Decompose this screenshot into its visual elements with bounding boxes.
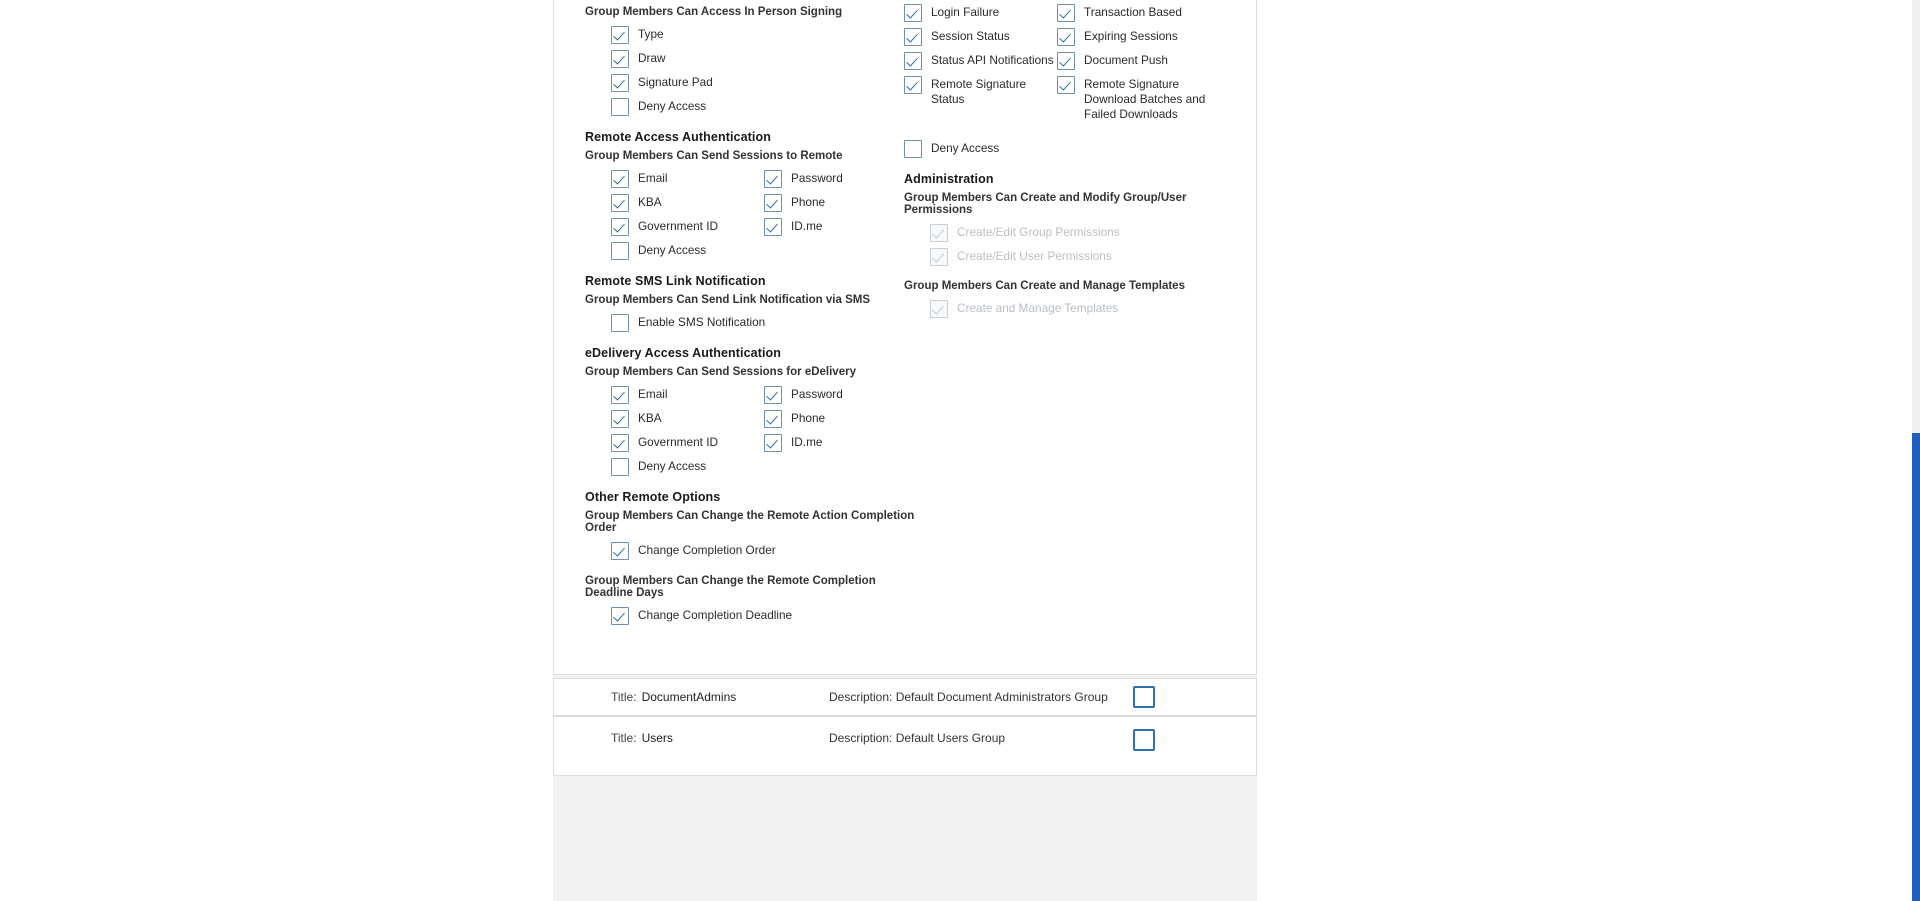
- row-in-person-deny-access[interactable]: [585, 98, 915, 116]
- checkbox-report-login-failure[interactable]: [904, 4, 922, 22]
- row-reports-session-status-expiring[interactable]: [904, 28, 1244, 46]
- checkbox-type[interactable]: [611, 26, 629, 44]
- row-edelivery-deny-access[interactable]: [585, 458, 915, 476]
- row-reports-login-failure-transaction[interactable]: [904, 4, 1244, 22]
- checkbox-change-completion-order[interactable]: [611, 542, 629, 560]
- label-edelivery-email: Email: [638, 387, 668, 401]
- section-title-edelivery: eDelivery Access Authentication: [585, 346, 781, 360]
- label-type: Type: [638, 27, 664, 41]
- checkbox-reports-deny-access[interactable]: [904, 140, 922, 158]
- row-reports-deny-access[interactable]: [904, 140, 1244, 158]
- group-title-label-users: Title:: [611, 731, 637, 745]
- label-create-edit-group-permissions: Create/Edit Group Permissions: [957, 225, 1120, 239]
- section-reports: [904, 0, 1244, 158]
- checkbox-remote-auth-password[interactable]: [764, 170, 782, 188]
- label-remote-auth-phone: Phone: [791, 195, 826, 209]
- label-create-edit-user-permissions: Create/Edit User Permissions: [957, 249, 1112, 263]
- checkbox-remote-auth-email[interactable]: [611, 170, 629, 188]
- checkbox-create-and-manage-templates: [930, 300, 948, 318]
- checkbox-remote-auth-phone[interactable]: [764, 194, 782, 212]
- group-select-box-users[interactable]: [1133, 729, 1155, 751]
- row-remote-auth-kba-phone[interactable]: [585, 194, 915, 212]
- page-left-margin: [0, 0, 553, 901]
- label-edelivery-government-id: Government ID: [638, 435, 718, 449]
- label-remote-auth-email: Email: [638, 171, 668, 185]
- checkbox-enable-sms-notification[interactable]: [611, 314, 629, 332]
- group-title-value-documentadmins: DocumentAdmins: [641, 690, 737, 704]
- checkbox-signature-pad[interactable]: [611, 74, 629, 92]
- label-remote-auth-deny-access: Deny Access: [638, 243, 707, 257]
- section-subtitle-group-user-permissions: Group Members Can Create and Modify Group/User Permissions: [904, 192, 1187, 216]
- section-other-remote-options: [585, 490, 915, 625]
- group-title-value-users: Users: [641, 731, 673, 745]
- group-title-label-documentadmins: Title:: [611, 690, 637, 704]
- checkbox-report-transaction-based[interactable]: [1057, 4, 1075, 22]
- label-in-person-deny-access: Deny Access: [638, 99, 707, 113]
- label-signature-pad: Signature Pad: [638, 75, 713, 89]
- label-edelivery-idme: ID.me: [791, 435, 823, 449]
- checkbox-select-documentadmins[interactable]: [1133, 686, 1155, 708]
- checkbox-edelivery-government-id[interactable]: [611, 434, 629, 452]
- checkbox-edelivery-email[interactable]: [611, 386, 629, 404]
- checkbox-draw[interactable]: [611, 50, 629, 68]
- label-remote-auth-government-id: Government ID: [638, 219, 718, 233]
- row-signature-pad[interactable]: [585, 74, 915, 92]
- row-enable-sms-notification[interactable]: [585, 314, 915, 332]
- row-change-completion-order[interactable]: [585, 542, 915, 560]
- vertical-scrollbar-track[interactable]: [1912, 0, 1920, 901]
- row-create-and-manage-templates: [904, 300, 1244, 318]
- row-type[interactable]: [585, 26, 915, 44]
- group-list-row-users[interactable]: [553, 716, 1257, 776]
- row-remote-auth-email-password[interactable]: [585, 170, 915, 188]
- section-edelivery-access-authentication: [585, 346, 915, 476]
- checkbox-remote-auth-government-id[interactable]: [611, 218, 629, 236]
- section-subtitle-in-person-signing: Group Members Can Access In Person Signing: [585, 6, 843, 18]
- group-permissions-card: [553, 0, 1257, 675]
- section-title-remote-access-authentication: Remote Access Authentication: [585, 130, 771, 144]
- group-select-box-documentadmins[interactable]: [1133, 686, 1155, 708]
- row-reports-status-api-document-push[interactable]: [904, 52, 1244, 70]
- section-subtitle-manage-templates: Group Members Can Create and Manage Templates: [904, 280, 1185, 292]
- group-description-documentadmins: Description: Default Document Administrators Group: [829, 690, 1108, 704]
- section-subtitle-remote-sms: Group Members Can Send Link Notification via SMS: [585, 294, 870, 306]
- vertical-scrollbar-thumb[interactable]: [1912, 433, 1920, 901]
- row-create-edit-group-permissions: [904, 224, 1244, 242]
- section-in-person-signing: [585, 0, 915, 116]
- row-remote-auth-govid-idme[interactable]: [585, 218, 915, 236]
- checkbox-report-remote-signature-download-batches[interactable]: [1057, 76, 1075, 94]
- label-report-remote-signature-download-batches: Remote Signature Download Batches and Failed Downloads: [1084, 77, 1206, 121]
- label-edelivery-password: Password: [791, 387, 843, 401]
- label-report-expiring-sessions: Expiring Sessions: [1084, 29, 1178, 43]
- checkbox-create-edit-user-permissions: [930, 248, 948, 266]
- label-change-completion-order: Change Completion Order: [638, 543, 776, 557]
- row-reports-remote-signature[interactable]: [904, 76, 1244, 122]
- label-edelivery-phone: Phone: [791, 411, 826, 425]
- checkbox-edelivery-kba[interactable]: [611, 410, 629, 428]
- checkbox-report-document-push[interactable]: [1057, 52, 1075, 70]
- label-edelivery-kba: KBA: [638, 411, 662, 425]
- checkbox-edelivery-password[interactable]: [764, 386, 782, 404]
- label-enable-sms-notification: Enable SMS Notification: [638, 315, 766, 329]
- checkbox-in-person-deny-access[interactable]: [611, 98, 629, 116]
- row-create-edit-user-permissions: [904, 248, 1244, 266]
- label-reports-deny-access: Deny Access: [931, 141, 1000, 155]
- checkbox-remote-auth-deny-access[interactable]: [611, 242, 629, 260]
- checkbox-create-edit-group-permissions: [930, 224, 948, 242]
- label-report-remote-signature-status: Remote Signature Status: [931, 77, 1027, 106]
- section-subtitle-completion-order: Group Members Can Change the Remote Action Completion Order: [585, 510, 915, 534]
- label-report-transaction-based: Transaction Based: [1084, 5, 1182, 19]
- label-report-status-api-notifications: Status API Notifications: [931, 53, 1054, 67]
- group-title-documentadmins: [611, 690, 736, 704]
- permissions-right-column: [904, 0, 1244, 332]
- page-right-margin: [1257, 0, 1912, 901]
- row-edelivery-govid-idme[interactable]: [585, 434, 915, 452]
- checkbox-edelivery-deny-access[interactable]: [611, 458, 629, 476]
- section-administration: [904, 172, 1244, 318]
- label-draw: Draw: [638, 51, 666, 65]
- checkbox-report-session-status[interactable]: [904, 28, 922, 46]
- section-title-administration: Administration: [904, 172, 994, 186]
- row-change-completion-deadline[interactable]: [585, 607, 915, 625]
- checkbox-report-expiring-sessions[interactable]: [1057, 28, 1075, 46]
- label-remote-auth-password: Password: [791, 171, 843, 185]
- checkbox-remote-auth-kba[interactable]: [611, 194, 629, 212]
- row-edelivery-kba-phone[interactable]: [585, 410, 915, 428]
- checkbox-report-status-api-notifications[interactable]: [904, 52, 922, 70]
- section-subtitle-remote-access-authentication: Group Members Can Send Sessions to Remote: [585, 150, 843, 162]
- section-remote-sms-link-notification: [585, 274, 915, 332]
- section-subtitle-completion-deadline: Group Members Can Change the Remote Completion Deadline Days: [585, 575, 876, 599]
- row-edelivery-email-password[interactable]: [585, 386, 915, 404]
- checkbox-remote-auth-idme[interactable]: [764, 218, 782, 236]
- checkbox-report-remote-signature-status[interactable]: [904, 76, 922, 94]
- group-list-row-documentadmins[interactable]: [553, 678, 1257, 716]
- checkbox-select-users[interactable]: [1133, 729, 1155, 751]
- label-report-session-status: Session Status: [931, 29, 1010, 43]
- row-remote-auth-deny-access[interactable]: [585, 242, 915, 260]
- checkbox-edelivery-idme[interactable]: [764, 434, 782, 452]
- label-remote-auth-kba: KBA: [638, 195, 662, 209]
- label-report-document-push: Document Push: [1084, 53, 1168, 67]
- label-remote-auth-idme: ID.me: [791, 219, 823, 233]
- section-remote-access-authentication: [585, 130, 915, 260]
- label-report-login-failure: Login Failure: [931, 5, 1000, 19]
- group-description-users: Description: Default Users Group: [829, 731, 1006, 745]
- group-title-users: [611, 731, 673, 745]
- label-edelivery-deny-access: Deny Access: [638, 459, 707, 473]
- checkbox-edelivery-phone[interactable]: [764, 410, 782, 428]
- section-subtitle-edelivery: Group Members Can Send Sessions for eDelivery: [585, 366, 856, 378]
- section-title-other-remote-options: Other Remote Options: [585, 490, 721, 504]
- label-change-completion-deadline: Change Completion Deadline: [638, 608, 793, 622]
- checkbox-change-completion-deadline[interactable]: [611, 607, 629, 625]
- row-draw[interactable]: [585, 50, 915, 68]
- label-create-and-manage-templates: Create and Manage Templates: [957, 301, 1119, 315]
- section-title-remote-sms: Remote SMS Link Notification: [585, 274, 766, 288]
- permissions-left-column: [585, 0, 915, 639]
